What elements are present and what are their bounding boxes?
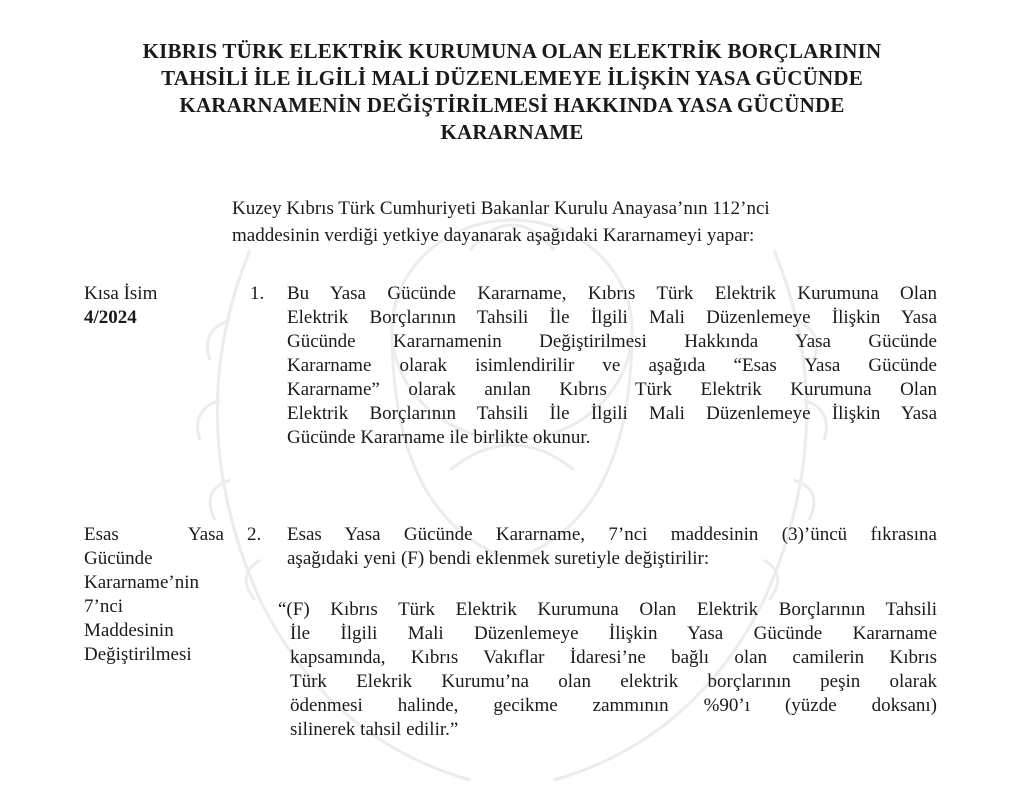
quote-line: silinerek tahsil edilir.” <box>290 719 459 740</box>
title-line: TAHSİLİ İLE İLGİLİ MALİ DÜZENLEMEYE İLİŞKİN YASA GÜCÜNDE <box>161 66 863 90</box>
section1-line: Gücünde Kararname ile birlikte okunur. <box>287 427 591 448</box>
section1-line: Bu Yasa Gücünde Kararname, Kıbrıs Türk Elektrik Kurumuna Olan <box>287 283 937 304</box>
section1-line: Elektrik Borçlarının Tahsili İle İlgili Mali Düzenlemeye İlişkin Yasa <box>287 307 937 328</box>
section2-side-line: Değiştirilmesi <box>84 644 192 665</box>
section1-line: Elektrik Borçlarının Tahsili İle İlgili Mali Düzenlemeye İlişkin Yasa <box>287 403 937 424</box>
quote-line: “(F) Kıbrıs Türk Elektrik Kurumuna Olan Elektrik Borçlarının Tahsili <box>278 599 937 620</box>
section2-margin-note <box>84 523 234 667</box>
section2-side-first-line <box>84 523 224 547</box>
section2-quote <box>278 598 937 742</box>
document-title <box>100 38 924 146</box>
preamble-line: maddesinin verdiği yetkiye dayanarak aşağıdaki Kararnameyi yapar: <box>232 225 755 246</box>
preamble-line: Kuzey Kıbrıs Türk Cumhuriyeti Bakanlar Kurulu Anayasa’nın 112’nci <box>232 198 770 219</box>
section2-side-line: 7’nci <box>84 596 124 617</box>
section1-margin-note <box>84 282 234 330</box>
section1-line: Kararname olarak isimlendirilir ve aşağıda “Esas Yasa Gücünde <box>287 355 937 376</box>
section1-side-label: Kısa İsim <box>84 283 158 304</box>
section1-body <box>287 282 937 450</box>
section2-line: Esas Yasa Gücünde Kararname, 7’nci maddesinin (3)’üncü fıkrasına <box>287 524 937 545</box>
preamble <box>232 195 932 249</box>
section2-side-line: Maddesinin <box>84 620 174 641</box>
title-line: KARARNAME <box>440 120 584 144</box>
section2-number: 2. <box>247 524 262 545</box>
quote-line: ödenmesi halinde, gecikme zammının %90’ı (yüzde doksanı) <box>290 695 937 716</box>
quote-line: kapsamında, Kıbrıs Vakıflar İdaresi’ne bağlı olan camilerin Kıbrıs <box>290 647 937 668</box>
quote-line: Türk Elekrik Kurumu’na olan elektrik borçlarının peşin olarak <box>290 671 937 692</box>
section2-side-word: Esas <box>84 524 119 545</box>
section2-body <box>287 523 937 571</box>
section2-side-line: Gücünde <box>84 548 153 569</box>
section1-line: Kararname” olarak anılan Kıbrıs Türk Elektrik Kurumuna Olan <box>287 379 937 400</box>
section1-side-number: 4/2024 <box>84 307 137 328</box>
section1-line: Gücünde Kararnamenin Değiştirilmesi Hakkında Yasa Gücünde <box>287 331 937 352</box>
section2-side-line: Kararname’nin <box>84 572 199 593</box>
section1-number: 1. <box>250 283 265 304</box>
title-line: KIBRIS TÜRK ELEKTRİK KURUMUNA OLAN ELEKTRİK BORÇLARININ <box>142 39 882 63</box>
section2-line: aşağıdaki yeni (F) bendi eklenmek suretiyle değiştirilir: <box>287 548 710 569</box>
section2-side-word: Yasa <box>187 524 224 545</box>
title-line: KARARNAMENİN DEĞİŞTİRİLMESİ HAKKINDA YASA GÜCÜNDE <box>179 93 845 117</box>
quote-line: İle İlgili Mali Düzenlemeye İlişkin Yasa Gücünde Kararname <box>290 623 937 644</box>
